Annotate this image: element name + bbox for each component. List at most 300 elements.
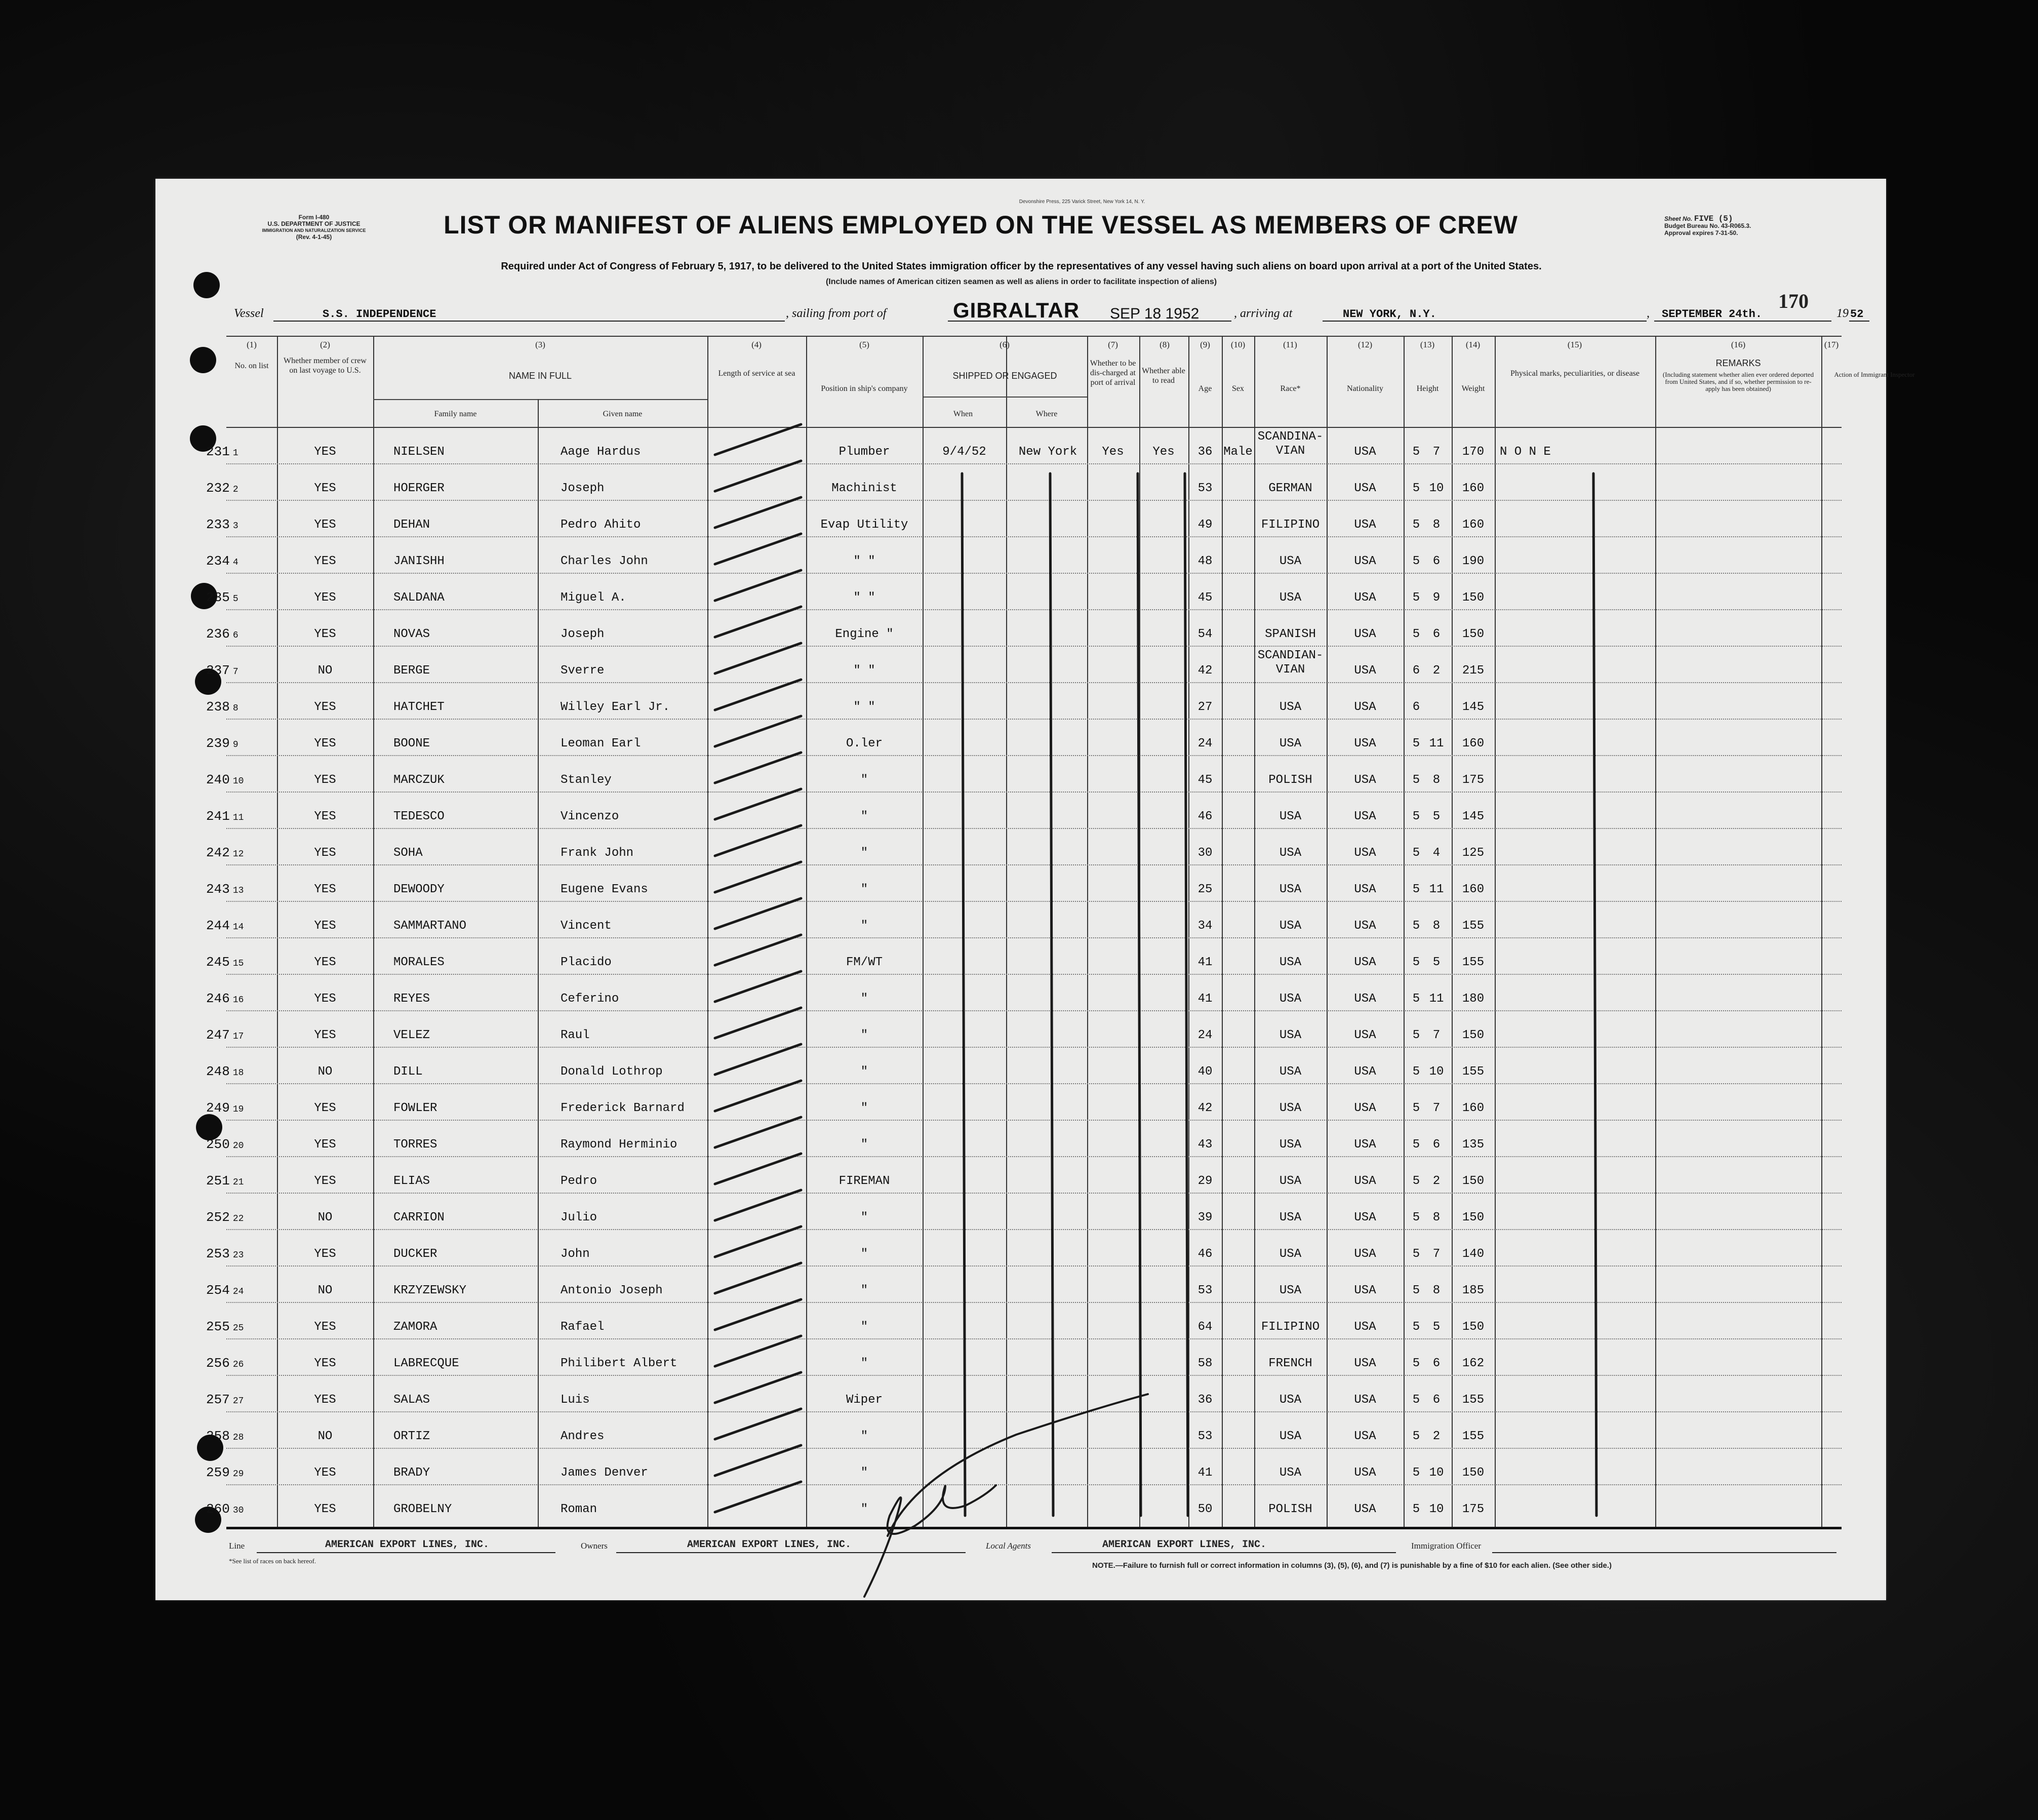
list-number <box>206 517 238 532</box>
list-number <box>206 1027 244 1043</box>
table-row <box>206 500 1842 536</box>
cell-family: DEHAN <box>393 518 430 532</box>
line-number: 9 <box>232 740 238 750</box>
cell-family: MORALES <box>393 956 445 969</box>
cell-age: 46 <box>1197 1247 1213 1261</box>
cell-nationality: USA <box>1354 1065 1376 1079</box>
cell-read: Yes <box>1152 445 1175 459</box>
cell-family: BERGE <box>393 664 430 678</box>
cell-weight: 150 <box>1462 1320 1485 1334</box>
cell-ft: 5 <box>1412 737 1420 750</box>
cell-prev: YES <box>314 1247 336 1261</box>
cell-ft: 5 <box>1412 846 1420 860</box>
cell-in: 6 <box>1432 555 1441 568</box>
cell-nationality: USA <box>1354 919 1376 933</box>
cell-age: 45 <box>1197 591 1213 605</box>
cell-prev: YES <box>314 956 336 969</box>
cell-in: 10 <box>1429 1466 1444 1480</box>
list-number <box>206 736 238 751</box>
cell-race: USA <box>1279 700 1302 714</box>
cell-family: CARRION <box>393 1211 445 1224</box>
cell-position: " <box>860 773 868 787</box>
cell-given: John <box>561 1247 590 1261</box>
cell-nationality: USA <box>1354 883 1376 896</box>
cell-nationality: USA <box>1354 591 1376 605</box>
cell-given: Eugene Evans <box>561 883 648 896</box>
cell-nationality: USA <box>1354 1357 1376 1370</box>
list-number <box>206 590 238 605</box>
column-header-c3a: Family name <box>434 410 477 418</box>
line-number: 30 <box>232 1506 244 1516</box>
table-row <box>206 463 1842 500</box>
cell-in: 10 <box>1429 482 1444 495</box>
cell-race: FILIPINO <box>1261 518 1320 532</box>
column-number: (5) <box>859 340 869 349</box>
cell-age: 50 <box>1197 1502 1213 1516</box>
table-row <box>206 974 1842 1010</box>
cell-weight: 150 <box>1462 1028 1485 1042</box>
cell-prev: YES <box>314 992 336 1006</box>
cell-marks: N O N E <box>1500 445 1551 459</box>
cell-family: TORRES <box>393 1138 437 1152</box>
cell-in: 8 <box>1432 919 1441 933</box>
cell-given: Rafael <box>561 1320 605 1334</box>
line-number: 22 <box>232 1214 244 1224</box>
cell-given: Luis <box>561 1393 590 1407</box>
line-number: 8 <box>232 703 238 714</box>
serial-number: 231 <box>206 444 230 459</box>
cell-in: 7 <box>1432 1247 1441 1261</box>
cell-race: USA <box>1279 555 1302 568</box>
cell-race: USA <box>1279 883 1302 896</box>
arrival-date: SEPTEMBER 24th. <box>1662 308 1763 321</box>
cell-prev: YES <box>314 555 336 568</box>
column-number: (14) <box>1465 340 1481 349</box>
cell-position: " <box>860 1357 868 1370</box>
cell-age: 42 <box>1197 1101 1213 1115</box>
column-header-c11: Race* <box>1280 384 1301 393</box>
line-number: 1 <box>232 448 238 458</box>
serial-number: 239 <box>206 736 230 751</box>
list-number <box>206 1319 244 1334</box>
cell-given: Miguel A. <box>561 591 626 605</box>
serial-number: 256 <box>206 1356 230 1371</box>
cell-family: VELEZ <box>393 1028 430 1042</box>
serial-number: 260 <box>206 1501 230 1517</box>
cell-in: 11 <box>1429 883 1444 896</box>
table-row <box>206 1265 1842 1302</box>
cell-position: " <box>860 1502 868 1516</box>
cell-in: 7 <box>1432 1028 1441 1042</box>
serial-number: 253 <box>206 1246 230 1261</box>
list-number <box>206 882 244 897</box>
cell-age: 30 <box>1197 846 1213 860</box>
cell-given: Raymond Herminio <box>561 1138 677 1152</box>
cell-ft: 5 <box>1412 810 1420 823</box>
line-number: 17 <box>232 1032 244 1042</box>
line-number: 12 <box>232 849 244 859</box>
page-number: 170 <box>1778 290 1809 312</box>
line-number: 21 <box>232 1177 244 1188</box>
cell-family: NOVAS <box>393 627 430 641</box>
list-number <box>206 772 244 787</box>
column-header-c9: Age <box>1198 384 1212 393</box>
cell-in: 11 <box>1429 992 1444 1006</box>
column-header-c6b: Where <box>1035 410 1058 418</box>
cell-when: 9/4/52 <box>942 445 986 459</box>
cell-age: 64 <box>1197 1320 1213 1334</box>
column-number: (12) <box>1357 340 1373 349</box>
cell-ft: 5 <box>1412 1320 1420 1334</box>
cell-race: POLISH <box>1268 773 1312 787</box>
cell-family: MARCZUK <box>393 773 445 787</box>
column-number: (16) <box>1731 340 1746 349</box>
column-number: (9) <box>1200 340 1210 349</box>
cell-in: 5 <box>1432 956 1441 969</box>
cell-weight: 135 <box>1462 1138 1485 1152</box>
crew-table <box>206 336 1915 1527</box>
cell-age: 43 <box>1197 1138 1213 1152</box>
cell-age: 54 <box>1197 627 1213 641</box>
line-number: 24 <box>232 1287 244 1297</box>
cell-prev: YES <box>314 919 336 933</box>
cell-position: " " <box>853 591 875 605</box>
column-header-c13: Height <box>1416 384 1439 393</box>
cell-family: HATCHET <box>393 700 445 714</box>
cell-age: 58 <box>1197 1357 1213 1370</box>
cell-in: 8 <box>1432 1284 1441 1297</box>
cell-prev: YES <box>314 1357 336 1370</box>
cell-where: New York <box>1018 445 1077 459</box>
line-number: 26 <box>232 1360 244 1370</box>
voyage-line: Vessel S.S. INDEPENDENCE , sailing from port of GIBRALTAR SEP 18 1952 , arriving at NEW YORK, N.Y. , SEPTEMBER 24th. 19 52 <box>229 300 1849 323</box>
cell-race: GERMAN <box>1268 482 1312 495</box>
cell-age: 41 <box>1197 1466 1213 1480</box>
column-header-c3: NAME IN FULL <box>508 371 572 381</box>
line-number: 6 <box>232 630 238 641</box>
printer-imprint: Devonshire Press, 225 Varick Street, New York 14, N. Y. <box>1019 199 1145 205</box>
punch-hole <box>193 272 220 298</box>
cell-ft: 5 <box>1412 591 1420 605</box>
cell-nationality: USA <box>1354 700 1376 714</box>
cell-prev: YES <box>314 1320 336 1334</box>
list-number <box>206 1356 244 1371</box>
cell-weight: 162 <box>1462 1357 1485 1370</box>
cell-in: 6 <box>1432 1138 1441 1152</box>
table-row <box>206 901 1842 937</box>
line-number: 5 <box>232 594 238 604</box>
cell-given: Antonio Joseph <box>561 1284 663 1297</box>
penalty-note: NOTE.—Failure to furnish full or correct information in columns (3), (5), (6), and (7) is punishable by a fine of $10 for each alien. (See other side.) <box>1092 1561 1612 1570</box>
cell-age: 53 <box>1197 1284 1213 1297</box>
table-row <box>206 1193 1842 1229</box>
table-row <box>206 1375 1842 1411</box>
cell-sex: Male <box>1223 445 1253 459</box>
serial-number: 235 <box>206 590 230 605</box>
cell-ft: 5 <box>1412 1211 1420 1224</box>
cell-race: USA <box>1279 1393 1302 1407</box>
table-row <box>206 864 1842 901</box>
cell-prev: NO <box>317 1430 333 1443</box>
cell-nationality: USA <box>1354 1101 1376 1115</box>
cell-position: " <box>860 1028 868 1042</box>
cell-weight: 155 <box>1462 1430 1485 1443</box>
line-number: 4 <box>232 558 238 568</box>
cell-age: 41 <box>1197 992 1213 1006</box>
line-name: AMERICAN EXPORT LINES, INC. <box>325 1539 490 1551</box>
table-row <box>206 1338 1842 1375</box>
cell-weight: 145 <box>1462 810 1485 823</box>
cell-in: 2 <box>1432 1430 1441 1443</box>
approval-expiry: Approval expires 7-31-50. <box>1664 229 1738 236</box>
cell-family: TEDESCO <box>393 810 445 823</box>
officer-label: Immigration Officer <box>1411 1541 1482 1551</box>
cell-race: USA <box>1279 919 1302 933</box>
list-number <box>206 1392 244 1407</box>
list-number <box>206 991 244 1006</box>
cell-race: USA <box>1279 1430 1302 1443</box>
cell-nationality: USA <box>1354 1028 1376 1042</box>
cell-given: Ceferino <box>561 992 619 1006</box>
cell-nationality: USA <box>1354 555 1376 568</box>
cell-prev: NO <box>317 1065 333 1079</box>
cell-weight: 160 <box>1462 1101 1485 1115</box>
cell-family: DUCKER <box>393 1247 437 1261</box>
cell-nationality: USA <box>1354 1247 1376 1261</box>
cell-family: BOONE <box>393 737 430 750</box>
cell-nationality: USA <box>1354 1466 1376 1480</box>
cell-family: SAMMARTANO <box>393 919 467 933</box>
cell-weight: 160 <box>1462 518 1485 532</box>
cell-prev: YES <box>314 700 336 714</box>
serial-number: 244 <box>206 918 230 933</box>
table-row <box>206 1448 1842 1484</box>
cell-age: 24 <box>1197 737 1213 750</box>
serial-number: 251 <box>206 1173 230 1189</box>
column-header-c6a: When <box>953 410 973 418</box>
cell-in: 8 <box>1432 518 1441 532</box>
serial-number: 259 <box>206 1465 230 1480</box>
cell-position: O.ler <box>846 737 883 750</box>
cell-prev: YES <box>314 737 336 750</box>
cell-in: 6 <box>1432 627 1441 641</box>
cell-race: FILIPINO <box>1261 1320 1320 1334</box>
cell-nationality: USA <box>1354 518 1376 532</box>
cell-given: Placido <box>561 956 612 969</box>
list-number <box>206 481 238 496</box>
line-number: 2 <box>232 485 238 495</box>
cell-race: USA <box>1279 591 1302 605</box>
column-header-c5: Position in ship's company <box>821 384 908 393</box>
cell-position: " <box>860 1211 868 1224</box>
cell-ft: 5 <box>1412 627 1420 641</box>
cell-given: Willey Earl Jr. <box>561 700 670 714</box>
cell-position: " <box>860 1466 868 1480</box>
cell-in: 5 <box>1432 1320 1441 1334</box>
cell-weight: 155 <box>1462 1065 1485 1079</box>
sheet-label: Sheet No. <box>1664 215 1693 222</box>
list-number <box>206 699 238 715</box>
cell-prev: YES <box>314 482 336 495</box>
column-header-c16: REMARKS <box>1715 358 1761 368</box>
cell-ft: 5 <box>1412 1174 1420 1188</box>
form-number: Form I-480 <box>298 214 330 221</box>
cell-race: USA <box>1279 1028 1302 1042</box>
table-row <box>206 609 1842 646</box>
cell-position: " <box>860 1247 868 1261</box>
shipped-subheader-rule <box>923 397 1087 398</box>
cell-given: Andres <box>561 1430 605 1443</box>
column-header-c3b: Given name <box>603 410 643 418</box>
cell-race: USA <box>1279 1065 1302 1079</box>
cell-nationality: USA <box>1354 810 1376 823</box>
cell-in: 6 <box>1432 1393 1441 1407</box>
cell-given: Philibert Albert <box>561 1357 677 1370</box>
cell-ft: 5 <box>1412 1065 1420 1079</box>
cell-family: FOWLER <box>393 1101 437 1115</box>
cell-given: Vincenzo <box>561 810 619 823</box>
table-top-rule <box>226 336 1842 337</box>
column-number: (3) <box>535 340 545 349</box>
column-header-c4: Length of service at sea <box>718 369 795 378</box>
table-row <box>206 1010 1842 1047</box>
line-number: 16 <box>232 995 244 1005</box>
column-number: (17) <box>1824 340 1839 349</box>
cell-weight: 145 <box>1462 700 1485 714</box>
cell-position: " <box>860 992 868 1006</box>
table-row <box>206 828 1842 864</box>
cell-ft: 5 <box>1412 555 1420 568</box>
cell-position: Machinist <box>831 482 897 495</box>
cell-age: 49 <box>1197 518 1213 532</box>
cell-ft: 5 <box>1412 883 1420 896</box>
cell-family: DEWOODY <box>393 883 445 896</box>
table-row <box>206 1083 1842 1120</box>
line-number: 15 <box>232 959 244 969</box>
list-number <box>206 1137 244 1152</box>
cell-nationality: USA <box>1354 1211 1376 1224</box>
sheet-info <box>1664 215 1831 236</box>
serial-number: 232 <box>206 481 230 496</box>
cell-given: Frederick Barnard <box>561 1101 685 1115</box>
table-row <box>206 1047 1842 1083</box>
column-header-c15: Physical marks, peculiarities, or disease <box>1510 369 1640 378</box>
cell-nationality: USA <box>1354 664 1376 678</box>
column-number: (10) <box>1230 340 1246 349</box>
cell-weight: 150 <box>1462 1466 1485 1480</box>
cell-family: ORTIZ <box>393 1430 430 1443</box>
column-number: (2) <box>320 340 330 349</box>
cell-race: USA <box>1279 956 1302 969</box>
cell-ft: 5 <box>1412 1028 1420 1042</box>
cell-weight: 150 <box>1462 1211 1485 1224</box>
form-identifier <box>230 214 397 241</box>
cell-ft: 5 <box>1412 1247 1420 1261</box>
cell-race: FRENCH <box>1268 1357 1312 1370</box>
serial-number: 238 <box>206 699 230 715</box>
cell-in: 7 <box>1432 445 1441 459</box>
column-number: (13) <box>1420 340 1435 349</box>
cell-given: Pedro Ahito <box>561 518 641 532</box>
cell-ft: 5 <box>1412 518 1420 532</box>
cell-family: ELIAS <box>393 1174 430 1188</box>
cell-weight: 180 <box>1462 992 1485 1006</box>
column-number: (7) <box>1108 340 1118 349</box>
cell-race: USA <box>1279 737 1302 750</box>
cell-age: 48 <box>1197 555 1213 568</box>
line-number: 3 <box>232 521 238 531</box>
cell-given: Leoman Earl <box>561 737 641 750</box>
cell-prev: YES <box>314 518 336 532</box>
column-header-c12: Nationality <box>1347 384 1383 393</box>
cell-race: USA <box>1279 1211 1302 1224</box>
line-label: Line <box>229 1541 245 1551</box>
cell-family: BRADY <box>393 1466 430 1480</box>
cell-weight: 160 <box>1462 482 1485 495</box>
cell-age: 36 <box>1197 1393 1213 1407</box>
cell-ft: 5 <box>1412 1101 1420 1115</box>
cell-weight: 175 <box>1462 1502 1485 1516</box>
table-row <box>206 1484 1842 1521</box>
cell-age: 39 <box>1197 1211 1213 1224</box>
cell-prev: YES <box>314 627 336 641</box>
cell-discharged: Yes <box>1102 445 1124 459</box>
include-note: (Include names of American citizen seamen as well as aliens in order to facilitate inspection of aliens) <box>825 278 1217 286</box>
cell-prev: YES <box>314 810 336 823</box>
table-row <box>206 1411 1842 1448</box>
serial-number: 254 <box>206 1283 230 1298</box>
cell-age: 53 <box>1197 482 1213 495</box>
cell-given: Stanley <box>561 773 612 787</box>
line-number: 10 <box>232 776 244 786</box>
column-number: (1) <box>247 340 257 349</box>
cell-position: FIREMAN <box>838 1174 890 1188</box>
cell-race2: VIAN <box>1275 444 1305 458</box>
cell-nationality: USA <box>1354 627 1376 641</box>
cell-in: 4 <box>1432 846 1441 860</box>
cell-position: " <box>860 883 868 896</box>
sailing-date: SEP 18 1952 <box>1110 305 1200 322</box>
sheet-number: FIVE (5) <box>1694 214 1733 223</box>
arrival-port: NEW YORK, N.Y. <box>1343 308 1436 321</box>
column-header-c16b: (Including statement whether alien ever ordered deported from United States, and if so, whether permission to re-apply has been obtained) <box>1662 371 1814 392</box>
cell-race: SPANISH <box>1265 627 1316 641</box>
cell-nationality: USA <box>1354 1284 1376 1297</box>
cell-ft: 5 <box>1412 1502 1420 1516</box>
serial-number: 240 <box>206 772 230 787</box>
name-subheader-rule <box>373 399 707 400</box>
cell-prev: YES <box>314 1138 336 1152</box>
cell-age: 29 <box>1197 1174 1213 1188</box>
cell-family: REYES <box>393 992 430 1006</box>
cell-position: " " <box>853 700 875 714</box>
cell-position: FM/WT <box>846 956 883 969</box>
cell-position: Plumber <box>838 445 890 459</box>
table-row <box>206 536 1842 573</box>
list-number <box>206 626 238 642</box>
cell-ft: 6 <box>1412 664 1420 678</box>
vessel-label: Vessel <box>234 307 264 320</box>
column-header-c8: Whether able to read <box>1142 367 1185 385</box>
cell-prev: YES <box>314 1393 336 1407</box>
cell-weight: 160 <box>1462 737 1485 750</box>
cell-prev: YES <box>314 1028 336 1042</box>
line-number: 7 <box>232 667 238 677</box>
cell-given: Raul <box>561 1028 590 1042</box>
cell-nationality: USA <box>1354 1502 1376 1516</box>
cell-nationality: USA <box>1354 1320 1376 1334</box>
line-number: 11 <box>232 813 244 823</box>
